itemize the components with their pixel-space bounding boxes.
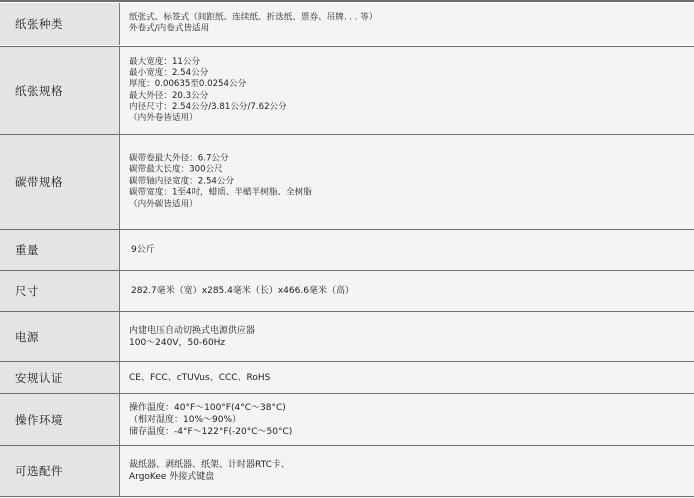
value-line: 碳带轴内径宽度：2.54公分 <box>129 176 235 187</box>
row-value <box>129 154 312 211</box>
row-value <box>129 13 377 36</box>
row-label-cell <box>0 230 120 270</box>
row-label-cell <box>0 394 120 445</box>
row-value-cell <box>120 312 694 361</box>
row-value <box>129 459 290 483</box>
value-line: 内径尺寸：2.54公分/3.81公分/7.62公分 <box>129 101 287 112</box>
row-label-cell <box>0 3 120 45</box>
value-line: CE、FCC、cTUVus、CCC、RoHS <box>129 372 271 383</box>
row-label: 安规认证 <box>15 370 63 385</box>
row-value-cell <box>120 446 694 496</box>
row-label: 重量 <box>15 243 39 257</box>
spec-row-weight <box>0 230 694 270</box>
value-line: 碳带宽度：1至4吋，蜡质、半蜡半树脂、全树脂 <box>129 187 312 198</box>
row-label-cell <box>0 135 120 229</box>
spec-row-ribbon-spec <box>0 135 694 229</box>
top-border <box>0 0 694 2</box>
row-label: 纸张种类 <box>15 17 63 31</box>
row-label: 碳带规格 <box>15 175 63 189</box>
spec-row-certification <box>0 362 694 393</box>
value-line: 储存温度：-4°F～122°F(-20°C～50°C) <box>129 426 293 437</box>
row-value <box>129 402 292 438</box>
value-line: 最大外径：20.3公分 <box>129 90 209 101</box>
row-value <box>129 372 270 384</box>
value-line: 100～240V，50-60Hz <box>129 337 226 348</box>
row-label: 操作环境 <box>15 412 63 427</box>
value-line: 内建电压自动切换式电源供应器 <box>129 325 256 336</box>
value-line: ArgoKee 外接式键盘 <box>129 472 215 482</box>
row-value-cell <box>120 362 694 393</box>
value-line: （内外碳皆适用） <box>129 199 198 210</box>
value-line: （相对湿度：10%～90%） <box>129 414 242 425</box>
row-label-cell <box>0 446 120 496</box>
row-label: 纸张规格 <box>15 83 63 98</box>
row-label-cell <box>0 362 120 393</box>
spec-row-power <box>0 312 694 361</box>
value-line: 最大宽度：11公分 <box>129 56 201 67</box>
row-value <box>131 285 354 297</box>
value-line: 282.7毫米（宽）x285.4毫米（长）x466.6毫米（高） <box>131 286 354 296</box>
row-value-cell <box>120 47 694 134</box>
spec-row-paper-spec <box>0 47 694 134</box>
row-value <box>129 325 255 349</box>
value-line: 碳带卷最大外径：6.7公分 <box>129 153 229 164</box>
value-line: 9公斤 <box>131 245 155 255</box>
row-label-cell <box>0 312 120 361</box>
row-value <box>129 56 287 124</box>
value-line: 操作温度：40°F～100°F(4°C～38°C) <box>129 402 286 413</box>
row-label-cell <box>0 47 120 134</box>
row-value-cell <box>120 3 694 45</box>
value-line: 碳带最大长度：300公尺 <box>129 164 223 175</box>
value-line: 厚度：0.00635至0.0254公分 <box>129 79 247 90</box>
row-value-cell <box>120 271 694 311</box>
row-value-cell <box>120 135 694 229</box>
row-label: 可选配件 <box>15 464 63 478</box>
row-label-cell <box>0 271 120 311</box>
spec-row-paper-type <box>0 3 694 45</box>
row-label: 电源 <box>15 329 39 344</box>
value-line: 裁纸器、剥纸器、纸架、计时器RTC卡、 <box>129 460 290 470</box>
spec-row-dimensions <box>0 271 694 311</box>
row-value <box>131 244 155 256</box>
row-label: 尺寸 <box>15 284 39 298</box>
value-line: 最小宽度：2.54公分 <box>129 67 209 78</box>
value-line: 纸张式、标签式（间距纸、连续纸、折迭纸、票券、吊牌. . . 等） <box>129 12 378 23</box>
bottom-border <box>0 496 694 497</box>
value-line: 外卷式/内卷式皆适用 <box>129 24 210 34</box>
row-value-cell <box>120 394 694 445</box>
value-line: （内外卷皆适用） <box>129 113 198 124</box>
row-value-cell <box>120 230 694 270</box>
spec-row-environment <box>0 394 694 445</box>
spec-row-accessories <box>0 446 694 496</box>
